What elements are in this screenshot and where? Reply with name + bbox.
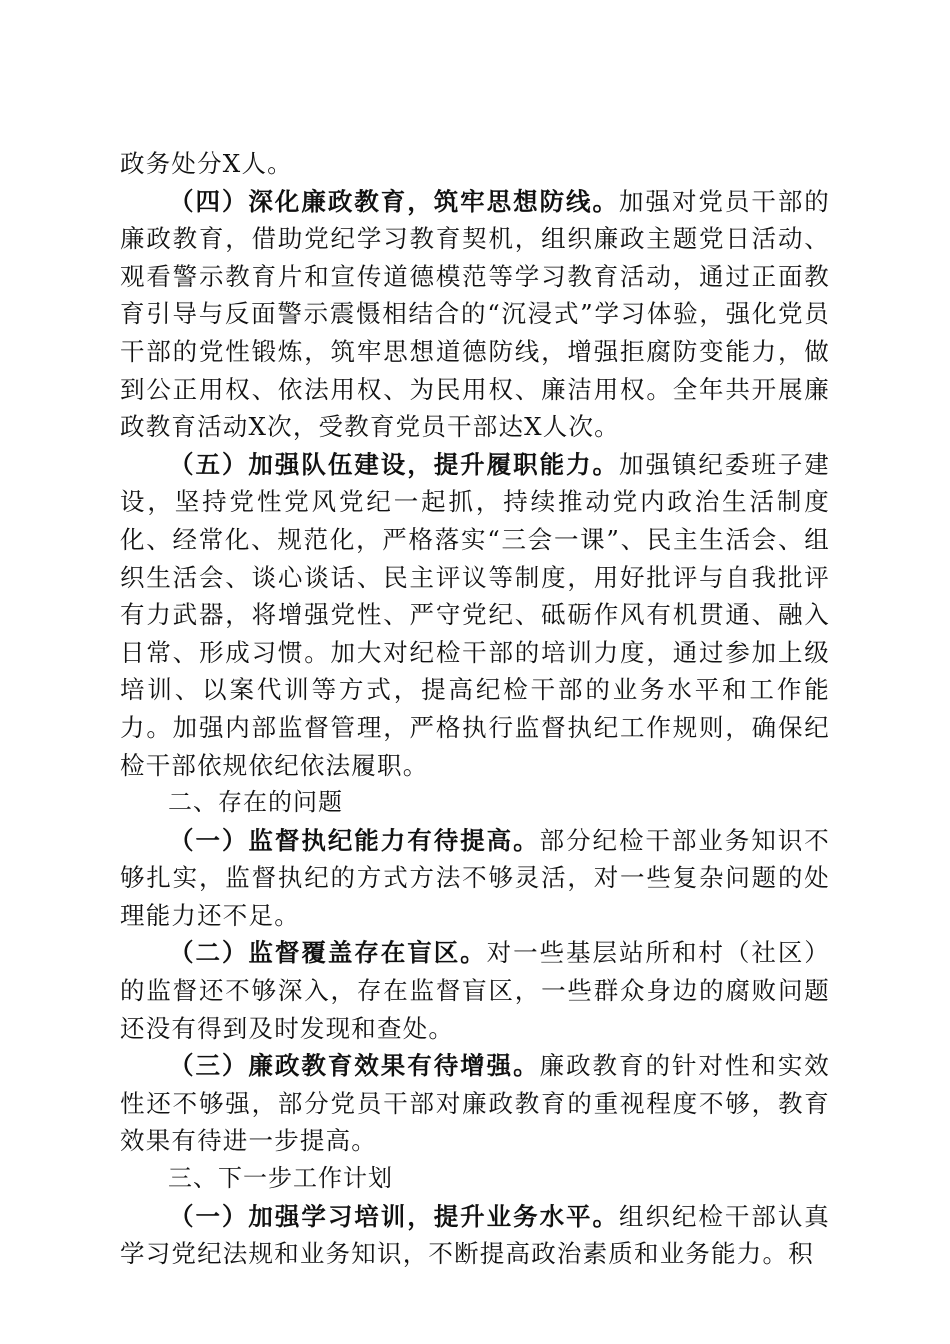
continuation-paragraph: 政务处分X人。 xyxy=(120,149,293,178)
section-4-paragraph xyxy=(120,183,830,446)
problem-1-body: 部分纪检干部业务知识不够扎实，监督执纪的方式方法不够灵活，对一些复杂问题的处理能力还不足。 xyxy=(120,825,830,930)
section-4-body: 加强对党员干部的廉政教育，借助党纪学习教育契机，组织廉政主题党日活动、观看警示教育片和宣传道德模范等学习教育活动，通过正面教育引导与反面警示震慑相结合的“沉浸式”学习体验，强化党员干部的党性锻炼，筑牢思想道德防线，增强拒腐防变能力，做到公正用权、依法用权、为民用权、廉洁用权。全年共开展廉政教育活动X次，受教育党员干部达X人次。 xyxy=(120,186,830,442)
plan-1-paragraph xyxy=(120,1198,830,1273)
heading-plan: 三、下一步工作计划 xyxy=(168,1164,393,1193)
problem-1-lead: （一）监督执纪能力有待提高。 xyxy=(169,825,540,855)
problem-2-lead: （二）监督覆盖存在盲区。 xyxy=(169,938,487,968)
heading-problems: 二、存在的问题 xyxy=(168,788,343,817)
problem-2-paragraph xyxy=(120,934,830,1047)
plan-1-lead: （一）加强学习培训，提升业务水平。 xyxy=(169,1201,619,1231)
section-5-lead: （五）加强队伍建设，提升履职能力。 xyxy=(169,449,619,479)
problem-3-paragraph xyxy=(120,1047,830,1160)
section-4-lead: （四）深化廉政教育，筑牢思想防线。 xyxy=(169,186,619,216)
section-5-paragraph xyxy=(120,446,830,784)
plan-1-body: 组织纪检干部认真学习党纪法规和业务知识，不断提高政治素质和业务能力。积 xyxy=(120,1201,830,1269)
problem-3-lead: （三）廉政教育效果有待增强。 xyxy=(169,1051,540,1081)
problem-1-paragraph xyxy=(120,822,830,935)
problem-2-body: 对一些基层站所和村（社区）的监督还不够深入，存在监督盲区，一些群众身边的腐败问题还没有得到及时发现和查处。 xyxy=(120,938,830,1043)
document-body xyxy=(120,145,830,1273)
section-5-body: 加强镇纪委班子建设，坚持党性党风党纪一起抓，持续推动党内政治生活制度化、经常化、规范化，严格落实“三会一课”、民主生活会、组织生活会、谈心谈话、民主评议等制度，用好批评与自我批评有力武器，将增强党性、严守党纪、砥砺作风有机贯通、融入日常、形成习惯。加大对纪检干部的培训力度，通过参加上级培训、以案代训等方式，提高纪检干部的业务水平和工作能力。加强内部监督管理，严格执行监督执纪工作规则，确保纪检干部依规依纪依法履职。 xyxy=(120,449,830,780)
problem-3-body: 廉政教育的针对性和实效性还不够强，部分党员干部对廉政教育的重视程度不够，教育效果有待进一步提高。 xyxy=(120,1051,830,1156)
